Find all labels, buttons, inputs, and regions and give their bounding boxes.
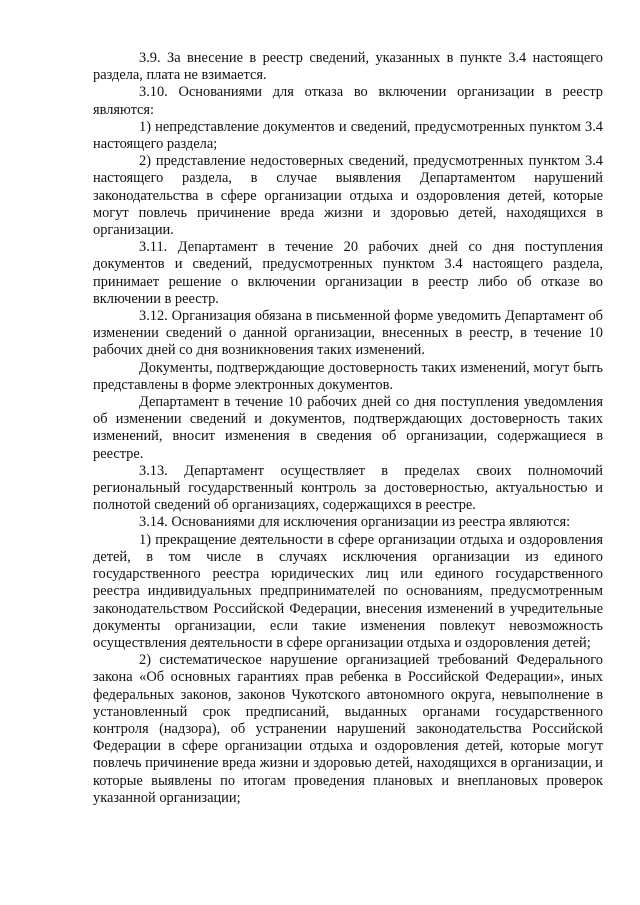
paragraph-3-12: 3.12. Организация обязана в письменной форме уведомить Департамент об изменении сведений о данной организации, внесенных в реестр, в течение 10 рабочих дней со дня возникновения таких изменений. bbox=[93, 308, 603, 359]
paragraph-3-14-item-2: 2) систематическое нарушение организацией требований Федерального закона «Об основных гарантиях прав ребенка в Российской Федерации», иных федеральных законов, законов Чукотского автономного округа, невыполнение в установленный срок предписаний, выданных органами государственного контроля (надзора), об устранении нарушений законодательства Российской Федерации в сфере организации отдыха и оздоровления детей, которые могут повлечь причинение вреда жизни и здоровью детей, находящихся в организации, и которые выявлены по итогам проведения плановых и внеплановых проверок указанной организации; bbox=[93, 652, 603, 806]
paragraph-3-10: 3.10. Основаниями для отказа во включении организации в реестр являются: bbox=[93, 84, 603, 118]
paragraph-3-14-item-1: 1) прекращение деятельности в сфере организации отдыха и оздоровления детей, в том числе в случаях исключения организации из единого государственного реестра юридических лиц или единого государственного реестра индивидуальных предпринимателей по основаниям, предусмотренным законодательством Российской Федерации, внесения изменений в учредительные документы организации, если такие изменения повлекут невозможность осуществления деятельности в сфере организации отдыха и оздоровления детей; bbox=[93, 531, 603, 651]
paragraph-3-13: 3.13. Департамент осуществляет в пределах своих полномочий региональный государственный контроль за достоверностью, актуальностью и полнотой сведений об организациях, содержащихся в реестре. bbox=[93, 462, 603, 514]
paragraph-3-10-item-1: 1) непредставление документов и сведений, предусмотренных пунктом 3.4 настоящего раздела; bbox=[93, 118, 603, 153]
paragraph-3-10-item-2: 2) представление недостоверных сведений, предусмотренных пунктом 3.4 настоящего раздела, в случае выявления Департаментом нарушений законодательства в сфере организации отдыха и оздоровления детей, которые могут повлечь причинение вреда жизни и здоровью детей, находящихся в организации. bbox=[93, 153, 603, 239]
paragraph-3-12-department: Департамент в течение 10 рабочих дней со дня поступления уведомления об изменении сведений и документов, подтверждающих достоверность таких изменений, вносит изменения в сведения об организации, содержащиеся в реестре. bbox=[93, 394, 603, 462]
paragraph-3-14: 3.14. Основаниями для исключения организации из реестра являются: bbox=[139, 514, 571, 531]
paragraph-3-9: 3.9. За внесение в реестр сведений, указанных в пункте 3.4 настоящего раздела, плата не взимается. bbox=[93, 50, 603, 84]
paragraph-3-12-documents: Документы, подтверждающие достоверность таких изменений, могут быть представлены в форме электронных документов. bbox=[93, 359, 603, 393]
document-page bbox=[93, 50, 603, 807]
paragraph-3-11: 3.11. Департамент в течение 20 рабочих дней со дня поступления документов и сведений, предусмотренных пунктом 3.4 настоящего раздела, принимает решение о включении организации в реестр либо об отказе во включении в реестр. bbox=[93, 239, 603, 307]
